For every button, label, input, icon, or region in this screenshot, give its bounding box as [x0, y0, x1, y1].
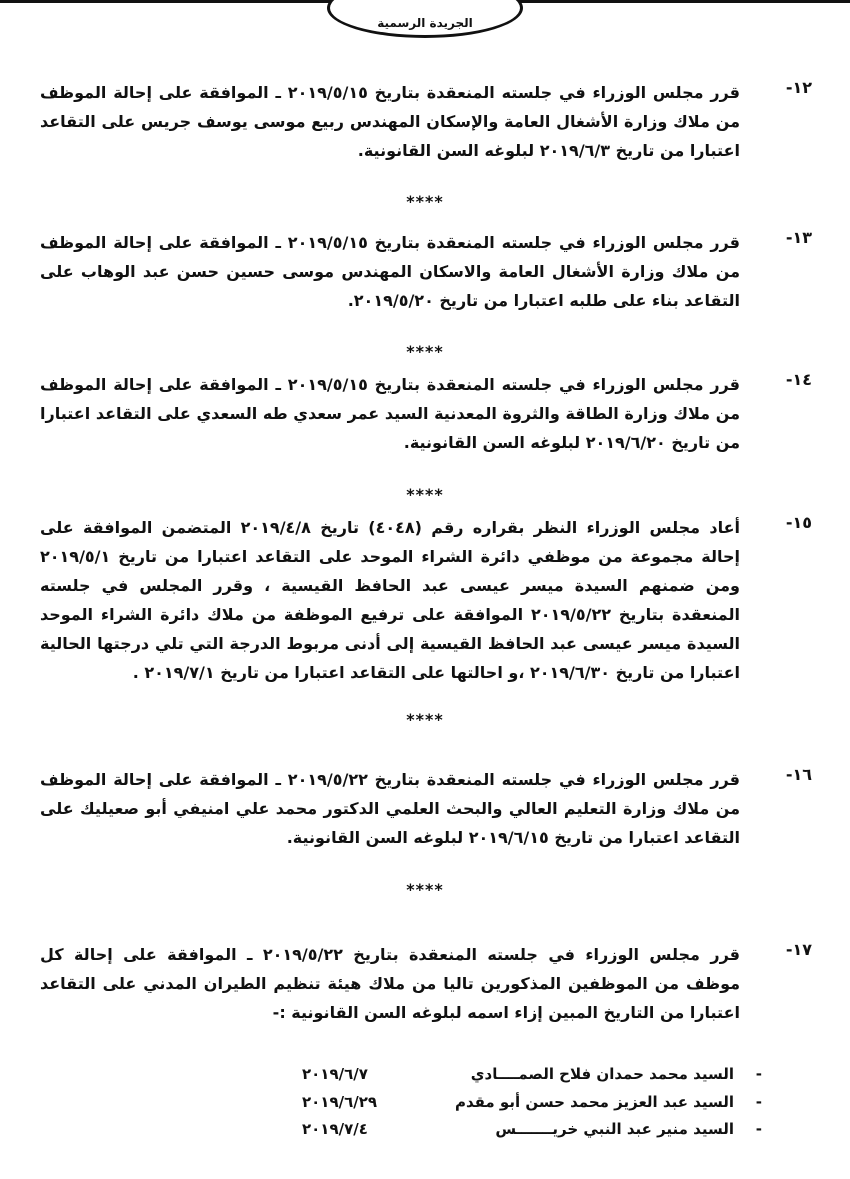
- retiree-date: ٢٠١٩/٦/٧: [302, 1065, 368, 1083]
- header-badge: [327, 0, 523, 38]
- retiree-name: السيد عبد العزيز محمد حسن أبو مقدم: [454, 1093, 734, 1111]
- separator-4: ****: [406, 710, 444, 729]
- retiree-name: السيد منير عبد النبي خريـــــــس: [495, 1120, 734, 1138]
- decision-item-17: [40, 940, 812, 1027]
- list-dash: -: [755, 1093, 762, 1111]
- list-dash: -: [755, 1065, 762, 1083]
- retiree-date: ٢٠١٩/٧/٤: [302, 1120, 368, 1138]
- decision-item-15: [40, 513, 812, 687]
- item-text: قرر مجلس الوزراء في جلسته المنعقدة بتاريخ ٢٠١٩/٥/٢٢ ـ الموافقة على إحالة الموظف من ملاك وزارة التعليم العالي والبحث العلمي الدكتور محمد علي امنيفي أبو صعيليك على التقاعد اعتبارا من تاريخ ٢٠١٩/٦/١٥ لبلوغه السن القانونية.: [40, 770, 740, 847]
- item-number: ١٦-: [785, 765, 812, 784]
- item-text: قرر مجلس الوزراء في جلسته المنعقدة بتاريخ ٢٠١٩/٥/١٥ ـ الموافقة على إحالة الموظف من ملاك وزارة الأشغال العامة والإسكان المهندس ربيع موسى يوسف جريس على التقاعد اعتبارا من تاريخ ٢٠١٩/٦/٣ لبلوغه السن القانونية.: [40, 83, 740, 160]
- decision-item-16: [40, 765, 812, 852]
- item-text: قرر مجلس الوزراء في جلسته المنعقدة بتاريخ ٢٠١٩/٥/٢٢ ـ الموافقة على إحالة كل موظف من الموظفين المذكورين تاليا من ملاك هيئة تنظيم الطيران المدني على التقاعد اعتبارا من التاريخ المبين إزاء اسمه لبلوغه السن القانونية :-: [40, 945, 741, 1022]
- decision-item-12: [40, 78, 812, 165]
- decision-item-13: [40, 228, 812, 315]
- separator-5: ****: [406, 880, 444, 899]
- separator-2: ****: [406, 342, 444, 361]
- item-number: ١٤-: [785, 370, 812, 389]
- separator-3: ****: [406, 485, 444, 504]
- separator-1: ****: [406, 192, 444, 211]
- retiree-name: السيد محمد حمدان فلاح الصمــــادي: [470, 1065, 734, 1083]
- list-dash: -: [755, 1120, 762, 1138]
- retiree-row: [302, 1065, 762, 1089]
- item-text: قرر مجلس الوزراء في جلسته المنعقدة بتاريخ ٢٠١٩/٥/١٥ ـ الموافقة على إحالة الموظف من ملاك وزارة الطاقة والثروة المعدنية السيد عمر سعدي طه السعدي على التقاعد اعتبارا من تاريخ ٢٠١٩/٦/٢٠ لبلوغه السن القانونية.: [40, 375, 740, 452]
- header-title: الجريدة الرسمية: [377, 16, 473, 30]
- decision-item-14: [40, 370, 812, 457]
- item-number: ١٧-: [785, 940, 812, 959]
- item-number: ١٢-: [785, 78, 812, 97]
- retiree-row: [302, 1093, 762, 1117]
- item-text: أعاد مجلس الوزراء النظر بقراره رقم (٤٠٤٨) تاريخ ٢٠١٩/٤/٨ المتضمن الموافقة على إحالة مجموعة من موظفي دائرة الشراء الموحد على التقاعد اعتبارا من تاريخ ٢٠١٩/٥/١ ومن ضمنهم السيدة ميسر عيسى عبد الحافظ القيسية ، وقرر المجلس في جلسته المنعقدة بتاريخ ٢٠١٩/٥/٢٢ الموافقة على ترفيع الموظفة من ملاك دائرة الشراء الموحد السيدة ميسر عيسى عبد الحافظ القيسية إلى أدنى مربوط الدرجة التي تلي درجتها الحالية اعتبارا من تاريخ ٢٠١٩/٦/٣٠ ،و احالتها على التقاعد اعتبارا من تاريخ ٢٠١٩/٧/١ .: [40, 518, 741, 682]
- retiree-row: [302, 1120, 762, 1144]
- retiree-date: ٢٠١٩/٦/٢٩: [302, 1093, 378, 1111]
- item-text: قرر مجلس الوزراء في جلسته المنعقدة بتاريخ ٢٠١٩/٥/١٥ ـ الموافقة على إحالة الموظف من ملاك وزارة الأشغال العامة والاسكان المهندس موسى حسين حسن عبد الوهاب على التقاعد بناء على طلبه اعتبارا من تاريخ ٢٠١٩/٥/٢٠.: [40, 233, 740, 310]
- item-number: ١٣-: [785, 228, 812, 247]
- item-number: ١٥-: [785, 513, 812, 532]
